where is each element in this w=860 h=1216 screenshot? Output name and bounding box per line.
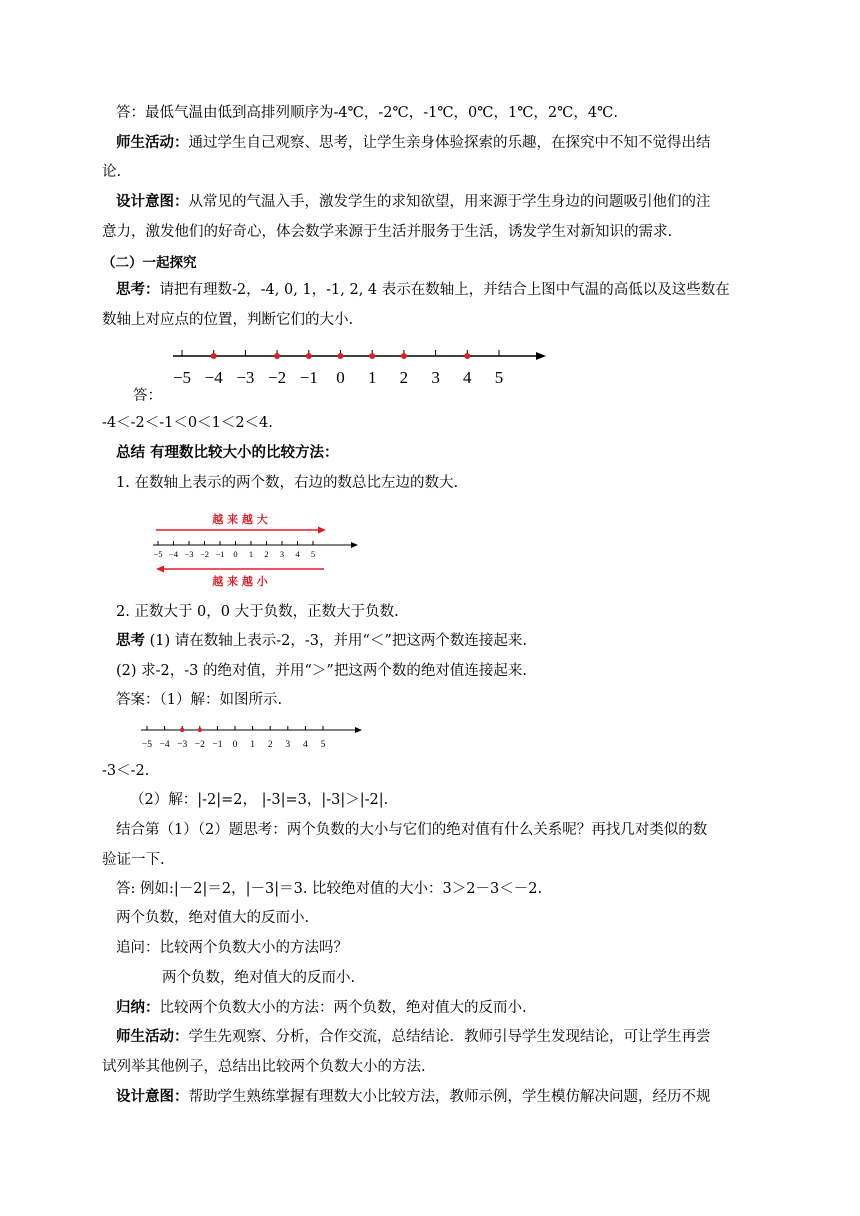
right-arrow-icon [318,527,326,534]
tick-label: −2 [194,740,205,750]
tick-label: −1 [215,549,225,559]
point-marker [401,353,407,359]
think-label: 思考： [116,282,160,298]
think-text: (1) 请在数轴上表示-2，-3，并用“＜”把这两个数连接起来. [149,633,527,649]
tick-label: 1 [367,368,377,387]
think-question-1 [116,280,730,300]
point-marker [211,353,217,359]
point-marker [369,353,375,359]
answer-temperature-order: 答：最低气温由低到高排列顺序为-4℃，-2℃，-1℃，0℃，1℃，2℃，4℃. [116,105,618,121]
summary-heading: 总结 有理数比较大小的比较方法： [116,445,339,461]
point-marker [198,728,202,732]
tick-label: 0 [232,740,238,750]
design-text: 从常见的气温入手，激发学生的求知欲望，用来源于学生身边的问题吸引他们的注 [188,194,711,210]
induction-label: 归纳： [116,1000,160,1016]
tick-label: −3 [184,549,194,559]
rule-1: 1. 在数轴上表示的两个数，右边的数总比左边的数大. [116,475,459,491]
activity-label: 师生活动： [116,135,189,151]
think-1-continuation: 数轴上对应点的位置，判断它们的大小. [102,312,354,328]
design-text: 帮助学生熟练掌握有理数大小比较方法，教师示例，学生模仿解决问题，经历不规 [188,1089,711,1105]
tick-label: −5 [141,740,153,750]
tick-label: 4 [295,549,300,559]
answer-label-1: 答： [133,388,162,404]
point-marker [464,353,470,359]
think-question-2 [116,631,527,651]
think-question-2-part2: (2) 求-2，-3 的绝对值，并用“＞”把这两个数的绝对值连接起来. [116,663,527,679]
tick-label: −3 [177,740,188,750]
tick-label: −5 [172,368,192,387]
tick-label: −1 [212,740,223,750]
point-marker [180,728,184,732]
think-label: 思考 [116,633,145,649]
activity-text: 通过学生自己观察、思考，让学生亲身体验探索的乐趣，在探究中不知不觉得出结 [188,135,711,151]
tick-label: −1 [299,368,318,387]
point-marker [274,353,280,359]
conclusion-2: 两个负数，绝对值大的反而小. [162,970,356,986]
axis-arrow-icon [355,727,362,733]
induction [116,998,527,1018]
tick-label: −3 [236,368,255,387]
combine-question: 结合第（1）（2）题思考：两个负数的大小与它们的绝对值有什么关系呢？再找几对类似的数 [116,822,708,838]
follow-up-question: 追问：比较两个负数大小的方法吗？ [116,940,348,956]
design-label: 设计意图： [116,194,189,210]
tick-label: 2 [264,549,269,559]
number-line-figure-1 [168,337,568,389]
tick-label: 4 [463,368,472,387]
tick-label: 0 [336,368,345,387]
number-line-figure-2 [148,506,380,588]
number-line-figure-3 [136,720,368,754]
tick-label: −2 [199,549,210,559]
activity-label: 师生活动： [116,1029,189,1045]
tick-label: 5 [494,368,504,387]
activity-2-continuation: 试列举其他例子，总结出比较两个负数大小的方法. [102,1059,426,1075]
axis-arrow-icon [351,542,358,548]
think-text: 请把有理数-2，-4, 0, 1，-1, 2, 4 表示在数轴上，并结合上图中气温的高低以及这些数在 [159,282,730,298]
left-arrow-icon [156,566,164,573]
tick-label: 3 [431,368,440,387]
order-result-2: -3＜-2. [102,763,150,779]
activity-1-continuation: 论. [102,164,122,180]
tick-label: −4 [159,740,170,750]
tick-label: 1 [250,740,255,750]
design-label: 设计意图： [116,1089,189,1105]
tick-label: −4 [204,368,223,387]
conclusion-1: 两个负数，绝对值大的反而小. [116,910,310,926]
tick-label: 4 [303,740,308,750]
part-2-solution: （2）解：|-2|=2， |-3|=3，|-3|＞|-2|. [130,792,389,808]
answer-intro: 答案：（1）解：如图所示. [116,692,283,708]
design-1-continuation: 意力，激发他们的好奇心，体会数学来源于生活并服务于生活，诱发学生对新知识的需求. [102,224,673,240]
decreasing-label: 越 来 越 小 [212,575,268,588]
induction-text: 比较两个负数大小的方法：两个负数，绝对值大的反而小. [159,1000,527,1016]
tick-label: 3 [279,549,285,559]
point-marker [306,353,312,359]
tick-label: 2 [267,740,273,750]
design-intent-1 [116,192,711,212]
tick-label: 5 [320,740,326,750]
tick-label: 3 [285,740,291,750]
tick-label: 5 [310,549,316,559]
design-intent-2 [116,1087,711,1107]
activity-text: 学生先观察、分析，合作交流，总结结论．教师引导学生发现结论，可让学生再尝 [188,1029,711,1045]
example-answer: 答: 例如:|－2|＝2，|－3|＝3. 比较绝对值的大小：3＞2－3＜－2. [116,881,543,897]
section-heading-explore: （二）一起探究 [102,255,197,271]
tick-label: 0 [233,549,238,559]
tick-label: −4 [168,549,179,559]
rule-2: 2. 正数大于 0，0 大于负数，正数大于负数. [116,604,399,620]
axis-arrow-icon [536,352,546,360]
order-result-1: -4＜-2＜-1＜0＜1＜2＜4. [102,415,273,431]
teacher-student-activity-1 [116,133,711,153]
combine-question-continuation: 验证一下. [102,852,165,868]
tick-label: 1 [248,549,254,559]
increasing-label: 越 来 越 大 [212,513,268,526]
tick-label: −5 [153,549,163,559]
point-marker [338,353,344,359]
tick-label: −2 [268,368,287,387]
tick-label: 2 [399,368,409,387]
teacher-student-activity-2 [116,1027,711,1047]
